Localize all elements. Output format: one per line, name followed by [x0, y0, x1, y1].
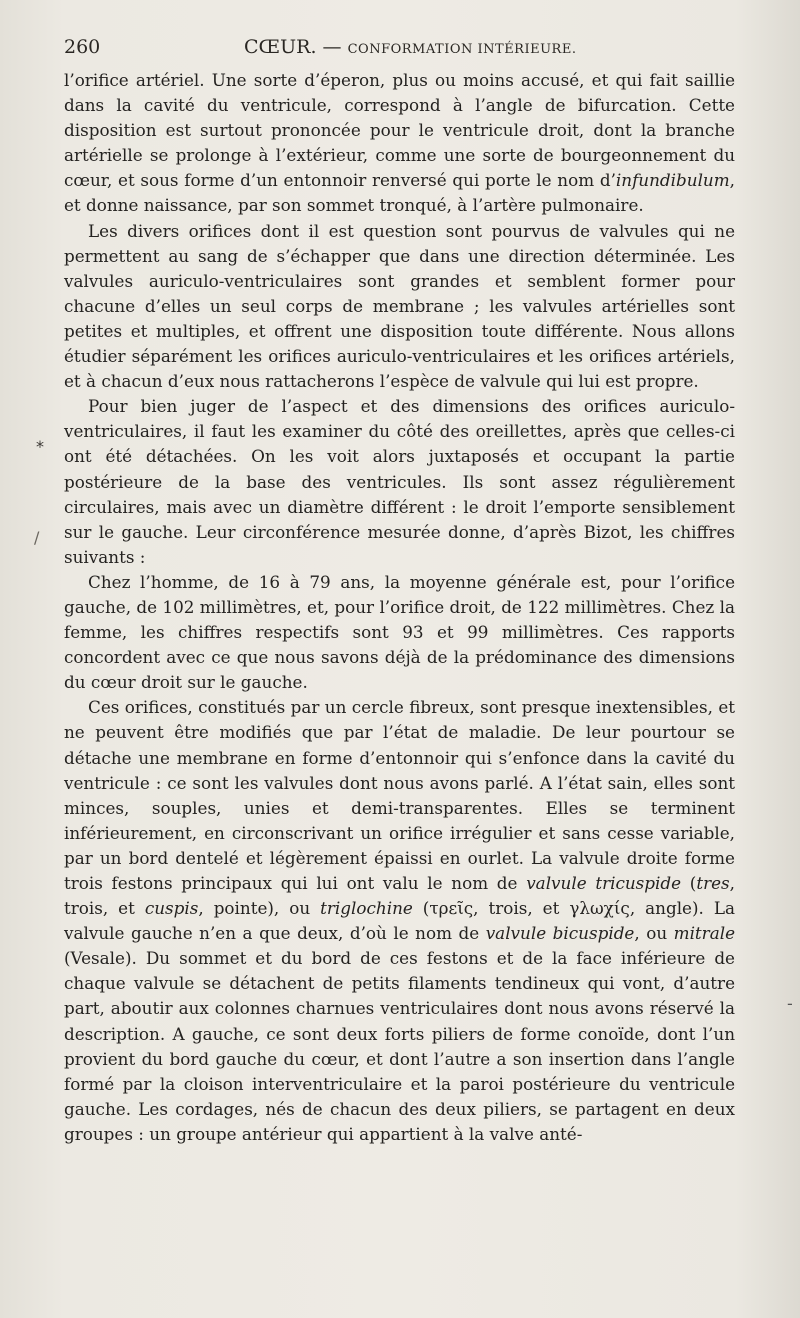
page-header	[64, 36, 734, 64]
paragraph-1	[64, 68, 735, 219]
paragraph-3: Pour bien juger de l’aspect et des dimensions des orifices auriculo-ventriculaires, il faut les examiner du côté des oreillettes, après que celles-ci ont été détachées. On les voit alors juxtaposés et occupant la partie postérieure de la base des ventricules. Ils sont assez régulièrement circulaires, mais avec un diamètre différent : le droit l’emporte sensiblement sur le gauche. Leur circonférence mesurée donne, d’après Bizot, les chiffres suivants :	[64, 396, 735, 567]
term-cuspis: cuspis	[144, 898, 199, 919]
running-title-main: CŒUR.	[244, 36, 317, 58]
margin-slash-mark: /	[34, 528, 40, 547]
paragraph-5-text-g: (Vesale). Du sommet et du bord de ces festons et de la face inférieure de chaque valvule se détachent de petits filaments tendineux qui vont, d’autre part, aboutir aux colonnes charnues ventriculaires dont nous avons réservé la description. A gauche, ce sont deux forts piliers de forme conoïde, dont l’un provient du bord gauche du cœur, et dont l’autre a son insertion dans l’angle formé par la cloison interventriculaire et la paroi postérieure du ventricule gauche. Les cordages, nés de chacun des deux piliers, se partagent en deux groupes : un groupe antérieur qui appartient à la valve anté-	[64, 948, 735, 1144]
running-title-sub: CONFORMATION INTÉRIEURE.	[347, 42, 577, 57]
paragraph-5-text-c: , trois, et	[64, 873, 735, 919]
paragraph-5-text-d: , pointe), ou	[198, 898, 321, 919]
term-mitrale: mitrale	[673, 923, 736, 944]
paragraph-1-text: l’orifice artériel. Une sorte d’éperon, plus ou moins accusé, et qui fait saillie dans la cavité du ventricule, correspond à l’angle de bifurcation. Cette disposition est surtout prononcée pour le ventricule droit, dont la branche artérielle se prolonge à l’extérieur, comme une sorte de bourgeonnement du cœur, et sous forme d’un entonnoir renversé qui porte le nom d’	[64, 70, 735, 191]
term-valvule-bicuspide: valvule bicuspide	[485, 923, 635, 944]
term-infundibulum: infundibulum	[615, 170, 730, 191]
paragraph-5-text-e: (τρεῖς, trois, et γλωχίς, angle). La valvule gauche n’en a que deux, d’où le nom de	[64, 898, 736, 944]
paragraph-4: Chez l’homme, de 16 à 79 ans, la moyenne générale est, pour l’orifice gauche, de 102 millimètres, et, pour l’orifice droit, de 122 millimètres. Chez la femme, les chiffres respectifs sont 93 et 99 millimètres. Ces rapports concordent avec ce que nous savons déjà de la prédominance des dimensions du cœur droit sur le gauche.	[64, 571, 735, 693]
paragraph-2: Les divers orifices dont il est question sont pourvus de valvules qui ne permettent au sang de s’échapper que dans une direction déterminée. Les valvules auriculo-ventriculaires sont grandes et semblent former pour chacune d’elles un seul corps de membrane ; les valvules artérielles sont petites et multiples, et offrent une disposition toute différente. Nous allons étudier séparément les orifices auriculo-ventriculaires et les orifices artériels, et à chacun d’eux nous rattacherons l’espèce de valvule qui lui est propre.	[64, 220, 735, 392]
body-text	[64, 68, 735, 1147]
paragraph-5-text-f: , ou	[634, 923, 674, 944]
term-triglochine: triglochine	[320, 898, 413, 919]
term-valvule-tricuspide: valvule tricuspide	[526, 873, 682, 893]
margin-asterisk-mark: *	[36, 437, 44, 456]
paragraph-5	[64, 695, 735, 1147]
paragraph-5-text-a: Ces orifices, constitués par un cercle fibreux, sont presque inextensibles, et ne peuvent être modifiés que par l’état de maladie. De leur pourtour se détache une membrane en forme d’entonnoir qui s’enfonce dans la cavité du ventricule : ce sont les valvules dont nous avons parlé. A l’état sain, elles sont minces, souples, unies et demi-transparentes. Elles se terminent inférieurement, en circonscrivant un orifice irrégulier et sans cesse variable, par un bord dentelé et légèrement épaissi en ourlet. La valvule droite forme trois festons principaux qui lui ont valu le nom de	[64, 697, 735, 893]
margin-dash-mark: -	[787, 994, 793, 1013]
paragraph-1-end: , et donne naissance, par son sommet tronqué, à l’artère pulmonaire.	[64, 170, 735, 216]
paragraph-5-text-b: (	[681, 873, 697, 893]
running-title	[244, 36, 576, 58]
page-number: 260	[64, 36, 101, 58]
term-tres: tres	[696, 873, 730, 893]
running-title-separator: —	[316, 36, 348, 58]
